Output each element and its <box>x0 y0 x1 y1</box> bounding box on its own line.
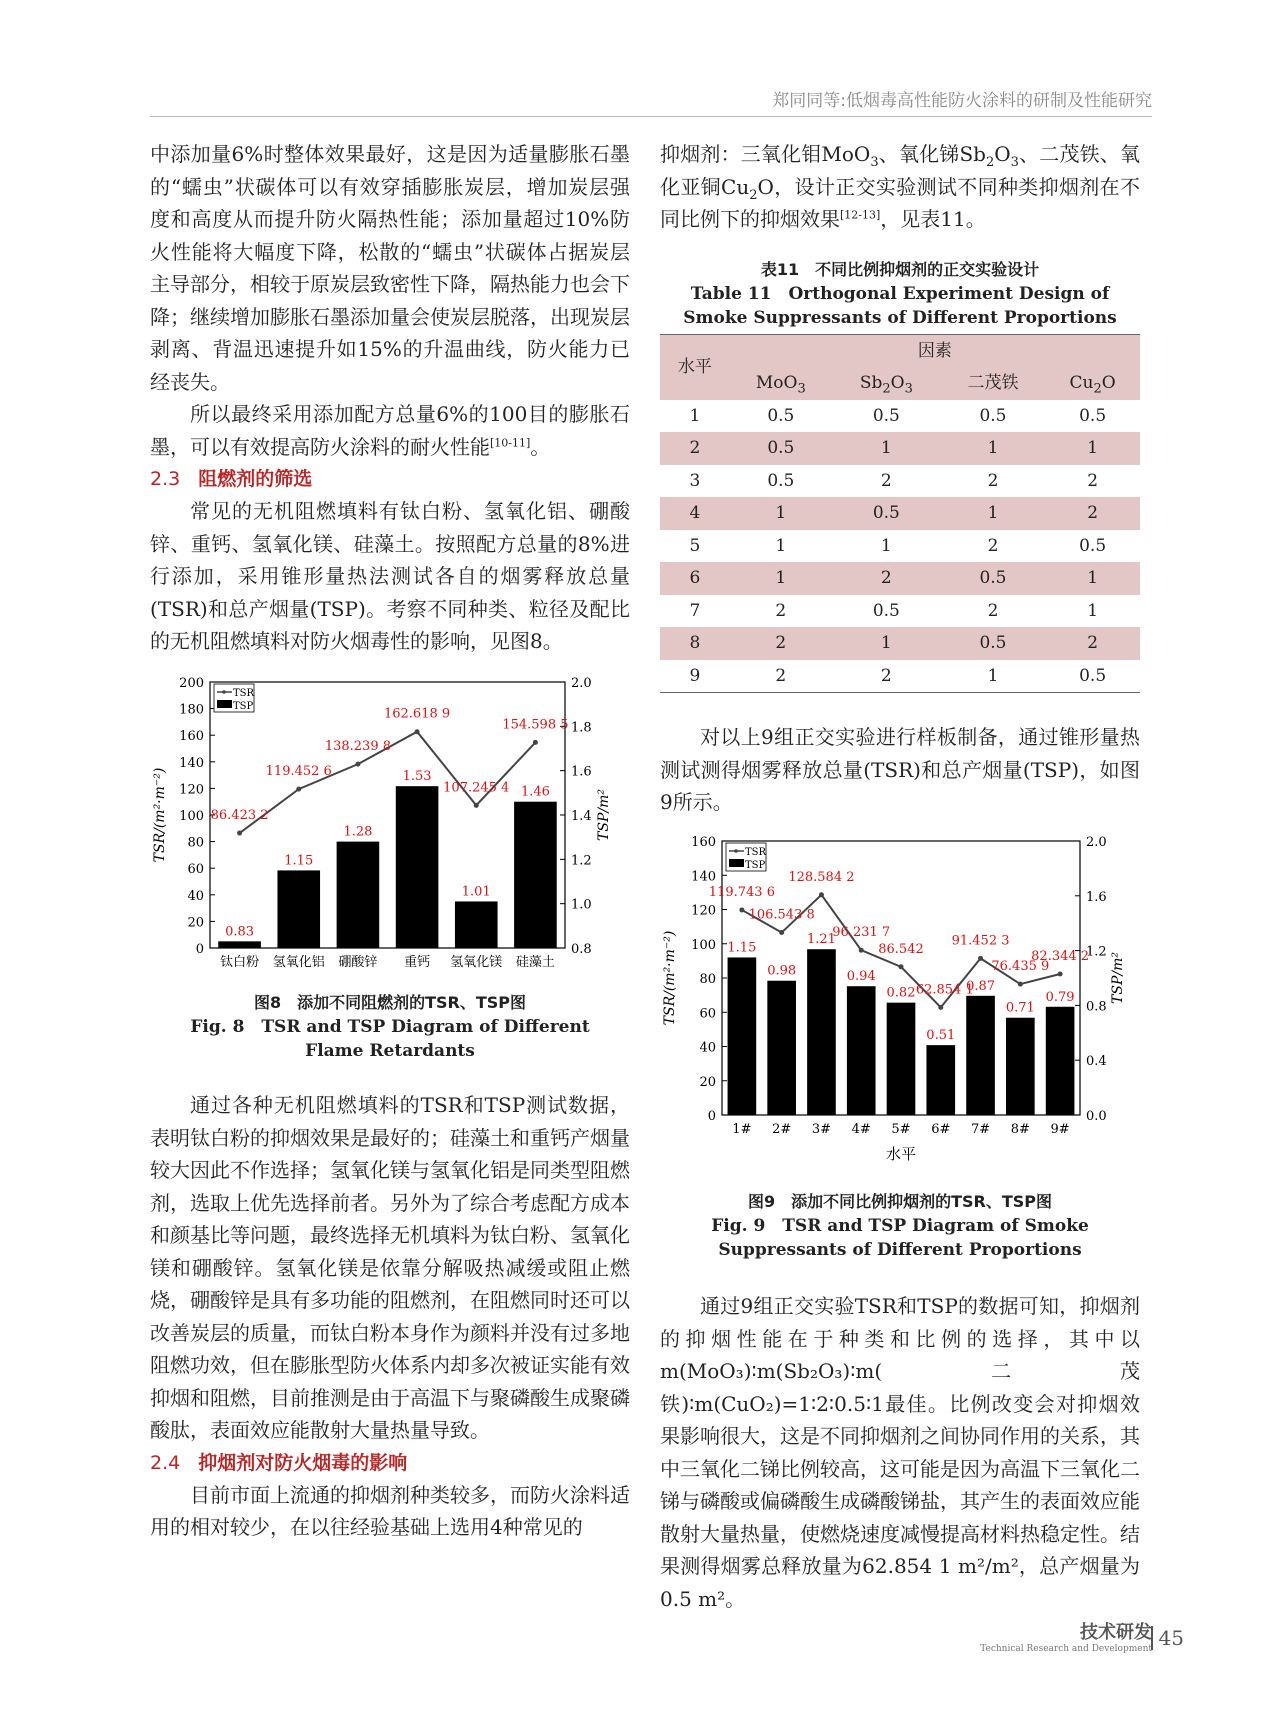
tsp-bar <box>337 841 380 947</box>
y2-tick-label: 1.6 <box>1086 889 1107 905</box>
y2-tick-label: 1.0 <box>571 897 592 913</box>
tsp-data-label: 0.87 <box>966 978 996 994</box>
x-tick-label: 钛白粉 <box>220 954 260 970</box>
table-cell: 2 <box>730 627 832 660</box>
tsr-data-label: 162.618 9 <box>383 706 451 722</box>
table-col-header: $Sb_2O_3$ <box>832 367 941 400</box>
legend-tsp-text: TSP <box>233 700 254 712</box>
table-row <box>660 432 1140 465</box>
y2-tick-label: 1.2 <box>571 852 592 868</box>
tsr-point <box>237 830 242 835</box>
tsr-point <box>819 892 824 897</box>
tsr-data-label: 119.452 6 <box>265 763 332 779</box>
footer-brand: 技术研发 <box>1080 1622 1152 1643</box>
y-tick-label: 60 <box>187 861 204 877</box>
table-cell: 2 <box>1087 470 1099 491</box>
table-11-caption: 表11 不同比例抑烟剂的正交实验设计 Table 11 Orthogonal Experiment Design of Smoke Suppressants of Different Proportions <box>683 259 1117 328</box>
x-tick-label: 4# <box>851 1121 871 1137</box>
y-tick-label: 0 <box>195 941 204 957</box>
y-tick-label: 80 <box>187 835 204 851</box>
tsr-point <box>296 786 301 791</box>
y-tick-label: 160 <box>179 728 204 744</box>
tsp-bar <box>396 786 439 948</box>
x-tick-label: 2# <box>772 1121 792 1137</box>
table-header-factor: 因素 <box>730 334 1140 367</box>
tsr-point <box>533 739 538 744</box>
x-tick-label: 硼酸锌 <box>338 954 378 970</box>
paragraph: 通过各种无机阻燃填料的TSR和TSP测试数据，表明钛白粉的抑烟效果是最好的；硅藻土和重钙产烟量较大因此不作选择；氢氧化镁与氢氧化铝是同类型阻燃剂，选取上优先选择前者。另外为了综合考虑配方成本和颜基比等问题，最终选择无机填料为钛白粉、氢氧化镁和硼酸锌。氢氧化镁是依靠分解吸热减缓或阻止燃烧，硼酸锌是具有多功能的阻燃剂，在阻燃同时还可以改善炭层的质量，而钛白粉本身作为颜料并没有过多地阻燃功效，但在膨胀型防火体系内却多次被证实能有效抑烟和阻燃，目前推测是由于高温下与聚磷酸生成聚磷酸肽，表面效应能散射大量热量导致。 <box>150 1093 630 1442</box>
section-heading-2-3: 2.3 阻燃剂的筛选 <box>150 468 313 490</box>
table-cell: 3 <box>689 470 701 491</box>
tsp-bar <box>277 870 320 948</box>
tsp-data-label: 0.71 <box>1005 1000 1035 1016</box>
table-cell: 1 <box>775 535 787 556</box>
table-11 <box>660 334 1140 694</box>
figure-8 <box>150 672 630 1064</box>
y2-tick-label: 2.0 <box>1086 834 1107 850</box>
tsr-data-label: 86.423 2 <box>210 807 269 823</box>
table-cell: 0.5 <box>941 627 1046 660</box>
table-cell: 2 <box>775 665 787 686</box>
tsp-data-label: 0.82 <box>886 985 916 1001</box>
table-cell: 0.5 <box>1079 405 1107 426</box>
table-cell: 1 <box>1045 432 1140 465</box>
y-tick-label: 100 <box>691 937 716 953</box>
y2-tick-label: 1.6 <box>571 764 592 780</box>
table-row <box>660 562 1140 595</box>
y2-tick-label: 1.2 <box>1086 944 1107 960</box>
figure-9-caption: 图9 添加不同比例抑烟剂的TSR、TSP图 Fig. 9 TSR and TSP Diagram of Smoke Suppressants of Different Proportions <box>711 1192 1089 1260</box>
tsp-data-label: 0.98 <box>767 963 797 979</box>
table-cell: 1 <box>730 497 832 530</box>
y-tick-label: 120 <box>691 903 716 918</box>
x-tick-label: 硅藻土 <box>515 954 555 970</box>
left-column <box>150 138 630 1544</box>
tsp-bar <box>514 801 557 947</box>
y-tick-label: 120 <box>179 781 204 797</box>
table-cell: 5 <box>689 535 701 556</box>
tsp-data-label: 0.94 <box>846 968 876 984</box>
tsp-data-label: 1.21 <box>806 931 836 947</box>
table-row <box>660 465 1140 498</box>
table-cell: 1 <box>730 562 832 595</box>
paragraph: 通过9组正交实验TSR和TSP的数据可知，抑烟剂的抑烟性能在于种类和比例的选择，其中以m(MoO₃)∶m(Sb₂O₃)∶m(二茂铁)∶m(CuO₂)=1∶2∶0.5∶1最佳。比例改变会对抑烟效果影响很大，这是不同抑烟剂之间协同作用的关系，其中三氧化二锑比例较高，这可能是因为高温下三氧化二锑与磷酸或偏磷酸生成磷酸锑盐，其产生的表面效应能散射大量热量，使燃烧速度减慢提高材料热稳定性。结果测得烟雾总释放量为62.854 1 m²/m²，总产烟量为0.5 m²。 <box>660 1294 1140 1611</box>
tsp-bar <box>767 980 796 1114</box>
x-tick-label: 6# <box>931 1121 951 1137</box>
table-cell: 0.5 <box>730 432 832 465</box>
table-cell: 0.5 <box>832 497 941 530</box>
table-cell: 2 <box>987 600 999 621</box>
tsp-bar <box>887 1002 916 1114</box>
y-tick-label: 140 <box>691 868 716 884</box>
table-cell: 0.5 <box>1079 665 1107 686</box>
paragraph: 中添加量6%时整体效果最好，这是因为适量膨胀石墨的“蠕虫”状碳体可以有效穿插膨胀炭层，增加炭层强度和高度从而提升防火隔热性能；添加量超过10%防火性能将大幅度下降，松散的“蠕虫”状碳体占据炭层主导部分，相较于原炭层致密性下降，隔热能力也会下降；继续增加膨胀石墨添加量会使炭层脱落，出现炭层剥离、背温迅速提升如15%的升温曲线，防火能力已经丧失。 <box>150 142 630 394</box>
tsp-data-label: 0.79 <box>1045 989 1075 1005</box>
table-cell: 2 <box>880 665 892 686</box>
legend-tsr-text: TSR <box>233 687 255 699</box>
running-header: 郑同同等:低烟毒高性能防火涂料的研制及性能研究 <box>150 86 1152 117</box>
x-tick-label: 氢氧化铝 <box>272 954 325 970</box>
x-tick-label: 7# <box>970 1121 991 1137</box>
tsr-point <box>899 964 904 969</box>
tsp-data-label: 0.51 <box>926 1027 956 1043</box>
y-tick-label: 160 <box>691 834 716 850</box>
tsr-data-label: 106.543 8 <box>748 907 815 923</box>
y2-axis-label: TSP/m² <box>596 788 612 841</box>
y-tick-label: 200 <box>179 675 204 691</box>
tsp-bar <box>966 995 995 1114</box>
tsr-data-label: 138.239 8 <box>324 738 392 754</box>
legend-tsr-marker <box>734 849 738 853</box>
tsr-point <box>779 930 784 935</box>
tsr-data-label: 62.854 1 <box>915 981 974 997</box>
tsr-point <box>355 761 360 766</box>
tsp-bar <box>1046 1006 1075 1114</box>
chart-fig8 <box>150 672 630 982</box>
footer-subtitle: Technical Research and Development <box>980 1644 1152 1654</box>
tsp-data-label: 1.28 <box>343 824 373 840</box>
table-cell: 1 <box>1087 600 1099 621</box>
table-row <box>660 627 1140 660</box>
tsr-point <box>978 955 983 960</box>
tsr-data-label: 86.542 <box>878 941 924 957</box>
figure-8-caption: 图8 添加不同阻燃剂的TSR、TSP图 Fig. 8 TSR and TSP Diagram of Different Flame Retardants <box>190 993 590 1061</box>
legend-tsr-text: TSR <box>745 846 767 858</box>
table-cell: 4 <box>660 497 730 530</box>
tsr-point <box>474 802 479 807</box>
table-row <box>660 530 1140 563</box>
tsr-data-label: 82.344 2 <box>1031 948 1090 964</box>
tsp-bar <box>728 957 757 1115</box>
table-cell: 0.5 <box>1079 535 1107 556</box>
tsr-point <box>859 947 864 952</box>
table-cell: 1 <box>987 665 999 686</box>
section-heading-2-4: 2.4 抑烟剂对防火烟毒的影响 <box>150 1451 408 1474</box>
table-cell: 2 <box>832 562 941 595</box>
table-cell: 1 <box>941 432 1046 465</box>
tsr-data-label: 76.435 9 <box>991 958 1050 974</box>
table-cell: 2 <box>987 470 999 491</box>
paragraph: 抑烟剂：三氧化钼MoO$_3$、氧化锑$Sb_2O_3$、二茂铁、氧化亚铜$Cu_2O$，设计正交实验测试不同种类抑烟剂在不同比例下的抑烟效果[12-13]，见表11。 <box>660 142 1140 231</box>
table-row <box>660 595 1140 628</box>
tsp-data-label: 0.83 <box>225 923 255 939</box>
table-cell: 0.5 <box>872 600 900 621</box>
tsp-bar <box>455 901 498 948</box>
table-col-header: 二茂铁 <box>941 367 1046 400</box>
x-tick-label: 8# <box>1010 1121 1030 1137</box>
table-cell: 1 <box>880 535 892 556</box>
paragraph: 对以上9组正交实验进行样板制备，通过锥形量热测试测得烟雾释放总量(TSR)和总产烟量(TSP)，如图9所示。 <box>660 725 1140 814</box>
y-tick-label: 100 <box>179 808 204 824</box>
tsr-data-label: 107.245 4 <box>443 779 510 795</box>
y2-tick-label: 0.8 <box>1086 998 1107 1014</box>
y2-tick-label: 0.4 <box>1086 1053 1107 1069</box>
x-tick-label: 5# <box>891 1121 911 1137</box>
table-cell: 2 <box>775 600 787 621</box>
tsr-point <box>1018 981 1023 986</box>
x-tick-label: 1# <box>732 1121 752 1137</box>
y-tick-label: 20 <box>699 1074 716 1090</box>
table-cell: 0.5 <box>872 405 900 426</box>
table-col-header: MoO$_3$ <box>730 367 832 400</box>
x-tick-label: 3# <box>811 1121 832 1137</box>
y-tick-label: 20 <box>187 914 204 930</box>
tsp-bar <box>1006 1017 1035 1114</box>
table-header-level: 水平 <box>660 334 730 400</box>
table-cell: 7 <box>689 600 701 621</box>
table-cell: 2 <box>660 432 730 465</box>
paragraph: 常见的无机阻燃填料有钛白粉、氢氧化铝、硼酸锌、重钙、氢氧化镁、硅藻土。按照配方总量的8%进行添加，采用锥形量热法测试各自的烟雾释放总量(TSR)和总产烟量(TSP)。考察不同种类、粒径及配比的无机阻燃填料对防火烟毒性的影响，见图8。 <box>150 499 630 653</box>
table-cell: 6 <box>660 562 730 595</box>
legend-tsp-swatch <box>729 859 744 867</box>
figure-9 <box>660 833 1140 1263</box>
table-col-header: $Cu_2O$ <box>1045 367 1140 400</box>
y2-axis-label: TSP/m² <box>1110 951 1126 1004</box>
tsp-bar <box>807 949 836 1115</box>
y-tick-label: 40 <box>699 1040 716 1055</box>
table-cell: 2 <box>1045 497 1140 530</box>
tsr-data-label: 119.743 6 <box>708 884 775 900</box>
tsp-bar <box>926 1045 955 1115</box>
x-tick-label: 氢氧化镁 <box>450 954 503 970</box>
y-axis-label: TSR/(m²·m⁻²) <box>662 930 678 1025</box>
chart-fig9 <box>660 833 1140 1173</box>
y2-tick-label: 0.8 <box>571 941 592 957</box>
table-row <box>660 497 1140 530</box>
tsr-point <box>415 729 420 734</box>
table-cell: 0.5 <box>979 405 1007 426</box>
y2-tick-label: 1.4 <box>571 808 592 824</box>
tsp-data-label: 1.53 <box>402 768 432 784</box>
tsr-point <box>1058 971 1063 976</box>
right-column <box>660 138 1140 1615</box>
page-number: 45 <box>1151 1626 1184 1650</box>
tsp-bar <box>218 941 261 948</box>
table-cell: 1 <box>941 497 1046 530</box>
legend-tsp-text: TSP <box>745 859 766 871</box>
table-cell: 1 <box>832 627 941 660</box>
y-tick-label: 140 <box>179 755 204 771</box>
citation-link[interactable]: [12-13] <box>840 208 881 222</box>
tsr-data-label: 128.584 2 <box>788 869 855 885</box>
tsp-data-label: 1.46 <box>520 784 550 800</box>
y2-tick-label: 0.0 <box>1086 1108 1107 1124</box>
x-tick-label: 9# <box>1050 1121 1070 1137</box>
paragraph: 目前市面上流通的抑烟剂种类较多，而防火涂料适用的相对较少，在以往经验基础上选用4种常见的 <box>150 1482 630 1539</box>
table-cell: 1 <box>689 405 701 426</box>
table-cell: 0.5 <box>767 405 795 426</box>
x-tick-label: 重钙 <box>404 954 431 970</box>
y-tick-label: 60 <box>699 1005 716 1021</box>
tsr-data-label: 96.231 7 <box>832 924 891 940</box>
tsr-data-label: 154.598 5 <box>502 716 569 732</box>
legend-tsp-swatch <box>217 700 232 708</box>
x-axis-label: 水平 <box>885 1144 917 1163</box>
page-footer <box>980 1618 1184 1654</box>
table-cell: 2 <box>1045 627 1140 660</box>
table-cell: 2 <box>987 535 999 556</box>
table-row <box>660 400 1140 433</box>
tsr-point <box>938 1004 943 1009</box>
y-axis-label: TSR/(m²·m⁻²) <box>152 767 168 862</box>
citation-link[interactable]: [10-11] <box>490 435 531 449</box>
tsr-point <box>739 907 744 912</box>
tsr-data-label: 91.452 3 <box>951 932 1010 948</box>
tsp-data-label: 1.15 <box>284 852 314 868</box>
y-tick-label: 40 <box>187 888 204 904</box>
table-row <box>660 660 1140 693</box>
y2-tick-label: 2.0 <box>571 675 592 691</box>
table-cell: 1 <box>1045 562 1140 595</box>
table-cell: 1 <box>832 432 941 465</box>
table-cell: 9 <box>689 665 701 686</box>
table-cell: 8 <box>660 627 730 660</box>
table-cell: 2 <box>880 470 892 491</box>
table-cell: 0.5 <box>767 470 795 491</box>
y-tick-label: 180 <box>179 702 204 718</box>
tsp-data-label: 1.01 <box>461 883 491 899</box>
table-cell: 0.5 <box>941 562 1046 595</box>
y-tick-label: 80 <box>699 971 716 987</box>
tsp-data-label: 1.15 <box>727 939 757 955</box>
y2-tick-label: 1.8 <box>571 719 592 735</box>
paragraph: 所以最终采用添加配方总量6%的100目的膨胀石墨，可以有效提高防火涂料的耐火性能[10-11]。 <box>150 402 630 459</box>
y-tick-label: 0 <box>707 1108 716 1124</box>
tsp-bar <box>847 986 876 1115</box>
legend-tsr-marker <box>222 690 226 694</box>
